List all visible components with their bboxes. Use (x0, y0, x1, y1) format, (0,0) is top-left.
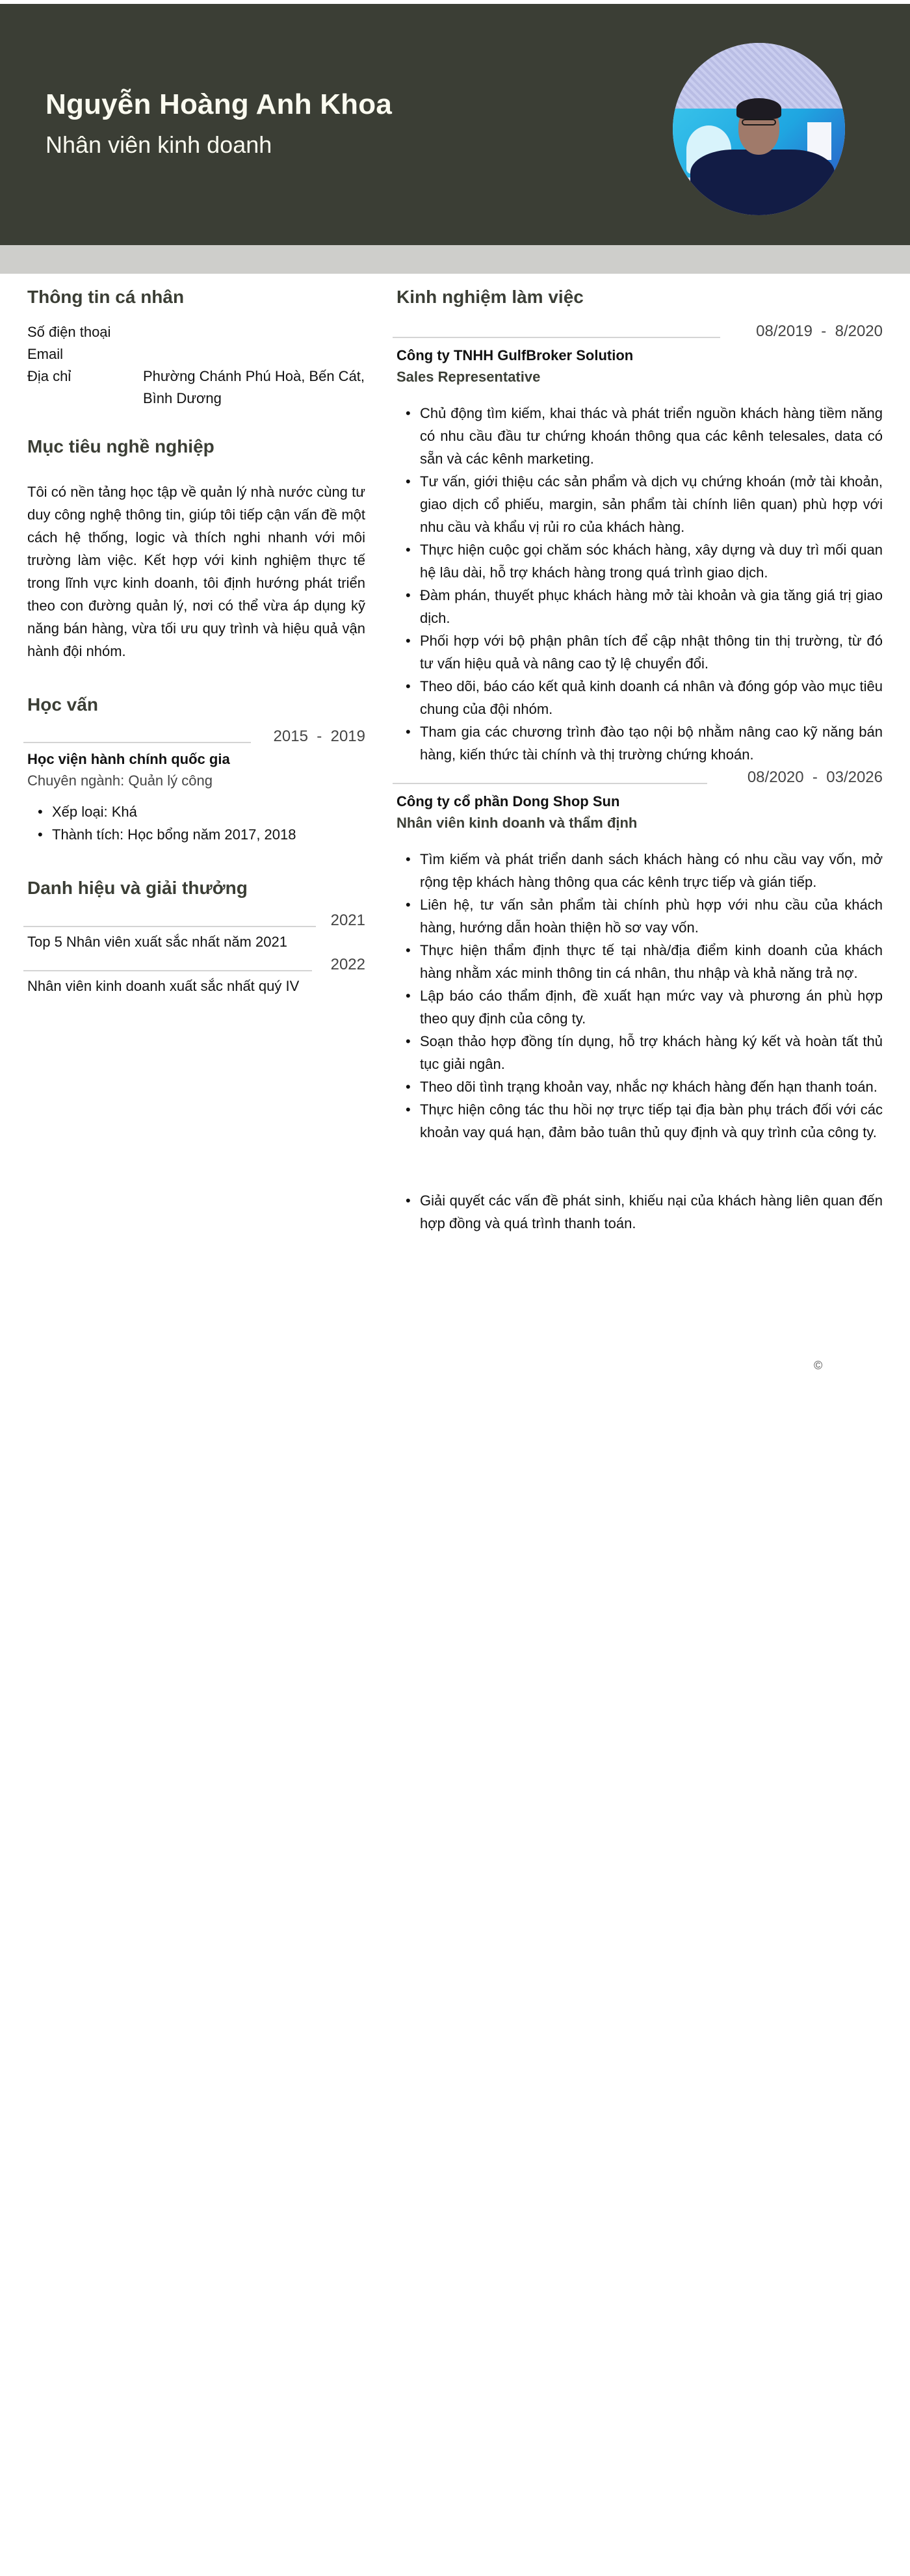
candidate-name: Nguyễn Hoàng Anh Khoa (46, 88, 392, 120)
education-date-range: 2015 - 2019 (273, 727, 365, 745)
list-item: • Theo dõi, báo cáo kết quả kinh doanh cá nhân và đóng góp vào mục tiêu chung của đội nhóm. (420, 675, 883, 720)
section-title-awards: Danh hiệu và giải thưởng (27, 877, 248, 898)
divider-line (23, 926, 316, 927)
list-item: • Chủ động tìm kiếm, khai thác và phát triển nguồn khách hàng tiềm năng có nhu cầu đầu tư chứng khoán thông qua các kênh telesales, data có sẵn và các kênh marketing. (420, 402, 883, 470)
job-entry-header (396, 320, 883, 342)
phone-value (143, 321, 365, 343)
list-item: • Tham gia các chương trình đào tạo nội bộ nhằm nâng cao kỹ năng bán hàng, kiến thức tài chính và thị trường chứng khoán. (420, 720, 883, 766)
award-year: 2022 (330, 956, 365, 974)
right-column (396, 286, 883, 1235)
section-title-education: Học vấn (27, 694, 98, 715)
list-item: • Theo dõi tình trạng khoản vay, nhắc nợ khách hàng đến hạn thanh toán. (420, 1075, 883, 1098)
awards-section (27, 877, 365, 998)
section-title-personal-info: Thông tin cá nhân (27, 287, 185, 307)
award-text: Top 5 Nhân viên xuất sắc nhất năm 2021 (27, 934, 287, 951)
left-column (27, 286, 365, 997)
job-duties-list (396, 402, 883, 766)
list-item: • Thực hiện thẩm định thực tế tại nhà/địa điểm kinh doanh của khách hàng nhằm xác minh thông tin cá nhân, thu nhập và khả năng trả nợ. (420, 939, 883, 984)
award-text: Nhân viên kinh doanh xuất sắc nhất quý IV (27, 978, 300, 995)
award-year: 2021 (330, 912, 365, 930)
header-divider-band (0, 245, 910, 274)
education-section (27, 694, 365, 846)
list-item: • Lập báo cáo thẩm định, đề xuất hạn mức vay và phương án phù hợp theo quy định của công ty. (420, 984, 883, 1030)
photo-person-hair (736, 98, 781, 119)
education-details-list (27, 800, 365, 846)
address-label: Địa chỉ (27, 367, 72, 384)
candidate-job-title: Nhân viên kinh doanh (46, 131, 272, 158)
contact-row-email (27, 343, 365, 365)
list-item: • Giải quyết các vấn đề phát sinh, khiếu nại của khách hàng liên quan đến hợp đồng và quá trình thanh toán. (420, 1189, 883, 1235)
job-entry (396, 766, 883, 1235)
job-entry (396, 320, 883, 766)
photo-person-body (690, 150, 835, 215)
list-item: • Tìm kiếm và phát triển danh sách khách hàng có nhu cầu vay vốn, mở rộng tệp khách hàng thông qua các kênh trực tiếp và gián tiếp. (420, 848, 883, 893)
personal-info-section (27, 286, 365, 410)
divider-line (23, 742, 251, 743)
resume-header (0, 4, 910, 245)
divider-line (393, 337, 720, 338)
award-entry-header (27, 909, 365, 931)
job-position: Sales Representative (396, 368, 541, 385)
job-company: Công ty TNHH GulfBroker Solution (396, 347, 634, 363)
job-date-range: 08/2020 - 03/2026 (747, 768, 883, 786)
email-label: Email (27, 345, 64, 362)
list-item: • Thực hiện cuộc gọi chăm sóc khách hàng, xây dựng và duy trì mối quan hệ lâu dài, hỗ trợ khách hàng trong quá trình giao dịch. (420, 538, 883, 584)
education-major: Chuyên ngành: Quản lý công (27, 772, 213, 789)
experience-section (396, 286, 883, 1235)
award-entry-header (27, 953, 365, 975)
job-position: Nhân viên kinh doanh và thẩm định (396, 814, 638, 831)
copyright-icon: © (814, 1359, 823, 1372)
list-item: • Đàm phán, thuyết phục khách hàng mở tài khoản và gia tăng giá trị giao dịch. (420, 584, 883, 629)
contact-row-address (27, 365, 365, 410)
list-item: • Thực hiện công tác thu hồi nợ trực tiếp tại địa bàn phụ trách đối với các khoản vay quá hạn, đảm bảo tuân thủ quy định và quy trình của công ty. (420, 1098, 883, 1144)
photo-person-glasses (742, 119, 776, 126)
list-item: • Tư vấn, giới thiệu các sản phẩm và dịch vụ chứng khoán (mở tài khoản, giao dịch cổ phiếu, margin, sản phẩm tài chính liên quan) phù hợp với nhu cầu và khẩu vị rủi ro của khách hàng. (420, 470, 883, 538)
contact-list (27, 321, 365, 410)
avatar (673, 43, 845, 215)
address-value: Phường Chánh Phú Hoà, Bến Cát, Bình Dương (143, 367, 365, 406)
list-item: • Xếp loại: Khá (52, 800, 365, 823)
objective-section (27, 436, 365, 663)
phone-label: Số điện thoại (27, 323, 111, 340)
divider-line (23, 970, 312, 971)
list-item: • Phối hợp với bộ phận phân tích để cập nhật thông tin thị trường, từ đó tư vấn hiệu quả và nâng cao tỷ lệ chuyển đổi. (420, 629, 883, 675)
contact-row-phone (27, 321, 365, 343)
list-item: • Thành tích: Học bổng năm 2017, 2018 (52, 823, 365, 846)
objective-text: Tôi có nền tảng học tập về quản lý nhà nước cùng tư duy công nghệ thông tin, giúp tôi tiếp cận vấn đề một cách hệ thống, logic và thích nghi nhanh với môi trường làm việc. Kết hợp với kinh nghiệm thực tế trong lĩnh vực kinh doanh, tôi định hướng phát triển theo con đường quản lý, nơi có thể vừa áp dụng kỹ năng bán hàng, vừa tối ưu quy trình và hiệu quả vận hành đội nhóm. (27, 484, 365, 660)
section-title-experience: Kinh nghiệm làm việc (396, 287, 584, 307)
education-school: Học viện hành chính quốc gia (27, 750, 230, 767)
section-title-objective: Mục tiêu nghề nghiệp (27, 436, 214, 456)
list-item: • Soạn thảo hợp đồng tín dụng, hỗ trợ khách hàng ký kết và hoàn tất thủ tục giải ngân. (420, 1030, 883, 1075)
job-entry-header (396, 766, 883, 788)
job-company: Công ty cổ phần Dong Shop Sun (396, 793, 620, 809)
job-date-range: 08/2019 - 8/2020 (756, 322, 883, 340)
list-item: • Liên hệ, tư vấn sản phẩm tài chính phù hợp với nhu cầu của khách hàng, hướng dẫn hoàn thiện hồ sơ vay vốn. (420, 893, 883, 939)
email-value (143, 343, 365, 365)
education-entry-header (27, 725, 365, 747)
job-duties-list (396, 848, 883, 1235)
divider-line (393, 783, 707, 784)
